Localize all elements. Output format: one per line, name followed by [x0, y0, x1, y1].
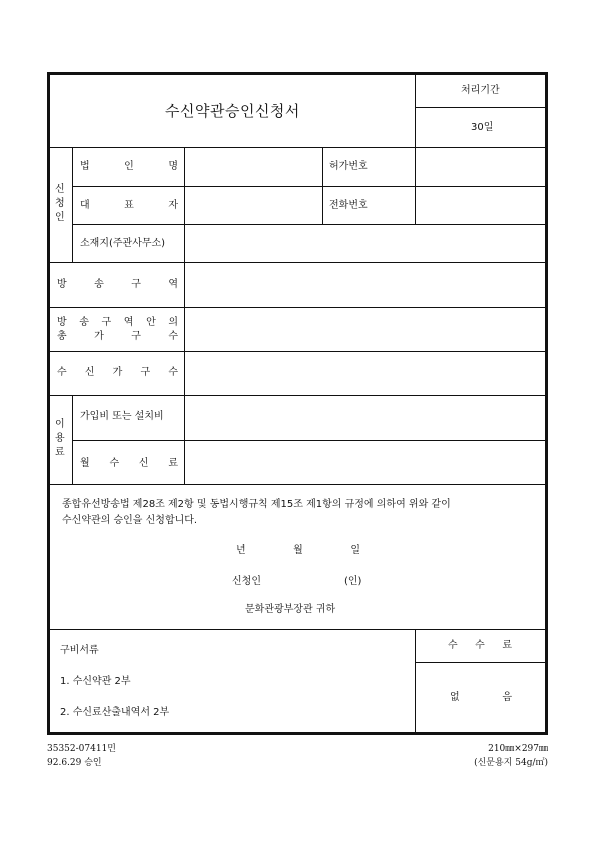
broadcast-area-label: 방 송 구 역 — [57, 279, 178, 290]
divider — [49, 395, 546, 396]
monthly-fee-label: 월 수 신 료 — [80, 458, 178, 469]
divider — [49, 629, 546, 630]
households-label-line1: 방 송 구 역 안 의 — [57, 317, 178, 328]
divider — [49, 484, 546, 485]
divider — [184, 147, 185, 484]
address-label: 소재지(주관사무소) — [80, 238, 166, 249]
divider — [415, 629, 416, 733]
form-inner-border — [49, 74, 546, 733]
application-date: 년 월 일 — [236, 545, 360, 556]
fee-label: 수 수 료 — [448, 640, 512, 651]
fees-section-label: 이 용 료 — [55, 419, 65, 458]
divider — [415, 74, 416, 147]
applicant-section-label: 신 청 인 — [55, 184, 65, 223]
form-code: 35352-07411민 — [47, 744, 116, 754]
license-number-label: 허가번호 — [329, 161, 368, 172]
divider — [49, 262, 546, 263]
approval-date: 92.6.29 승인 — [47, 758, 102, 768]
form-title: 수신약관승인신청서 — [165, 102, 300, 120]
processing-period-value: 30일 — [471, 122, 494, 133]
divider — [72, 224, 546, 225]
divider — [415, 662, 546, 663]
divider — [49, 307, 546, 308]
seal-label: (인) — [344, 576, 362, 587]
fee-value: 없 음 — [450, 692, 512, 703]
divider — [72, 186, 546, 187]
statement-line-2: 수신약관의 승인을 신청합니다. — [62, 515, 198, 526]
divider — [415, 107, 546, 108]
households-label-line2: 총 가 구 수 — [57, 331, 178, 342]
divider — [49, 147, 546, 148]
required-document-2: 2. 수신료산출내역서 2부 — [60, 707, 170, 718]
processing-period-label: 처리기간 — [461, 85, 500, 96]
representative-label: 대 표 자 — [80, 200, 178, 211]
divider — [49, 351, 546, 352]
divider — [72, 147, 73, 262]
required-document-1: 1. 수신약관 2부 — [60, 676, 131, 687]
corp-name-label: 법 인 명 — [80, 161, 178, 172]
phone-label: 전화번호 — [329, 200, 368, 211]
divider — [72, 440, 546, 441]
installation-fee-label: 가입비 또는 설치비 — [80, 411, 164, 422]
applicant-signature-label: 신청인 — [232, 576, 261, 587]
paper-type: (신문용지 54g/㎡) — [474, 758, 548, 768]
statement-line-1: 종합유선방송법 제28조 제2항 및 동법시행규칙 제15조 제1항의 규정에 의하여 위와 같이 — [62, 499, 451, 510]
addressee: 문화관광부장관 귀하 — [245, 604, 336, 615]
paper-size: 210㎜×297㎜ — [488, 744, 548, 754]
subscriber-households-label: 수 신 가 구 수 — [57, 367, 178, 378]
required-documents-label: 구비서류 — [60, 645, 99, 656]
